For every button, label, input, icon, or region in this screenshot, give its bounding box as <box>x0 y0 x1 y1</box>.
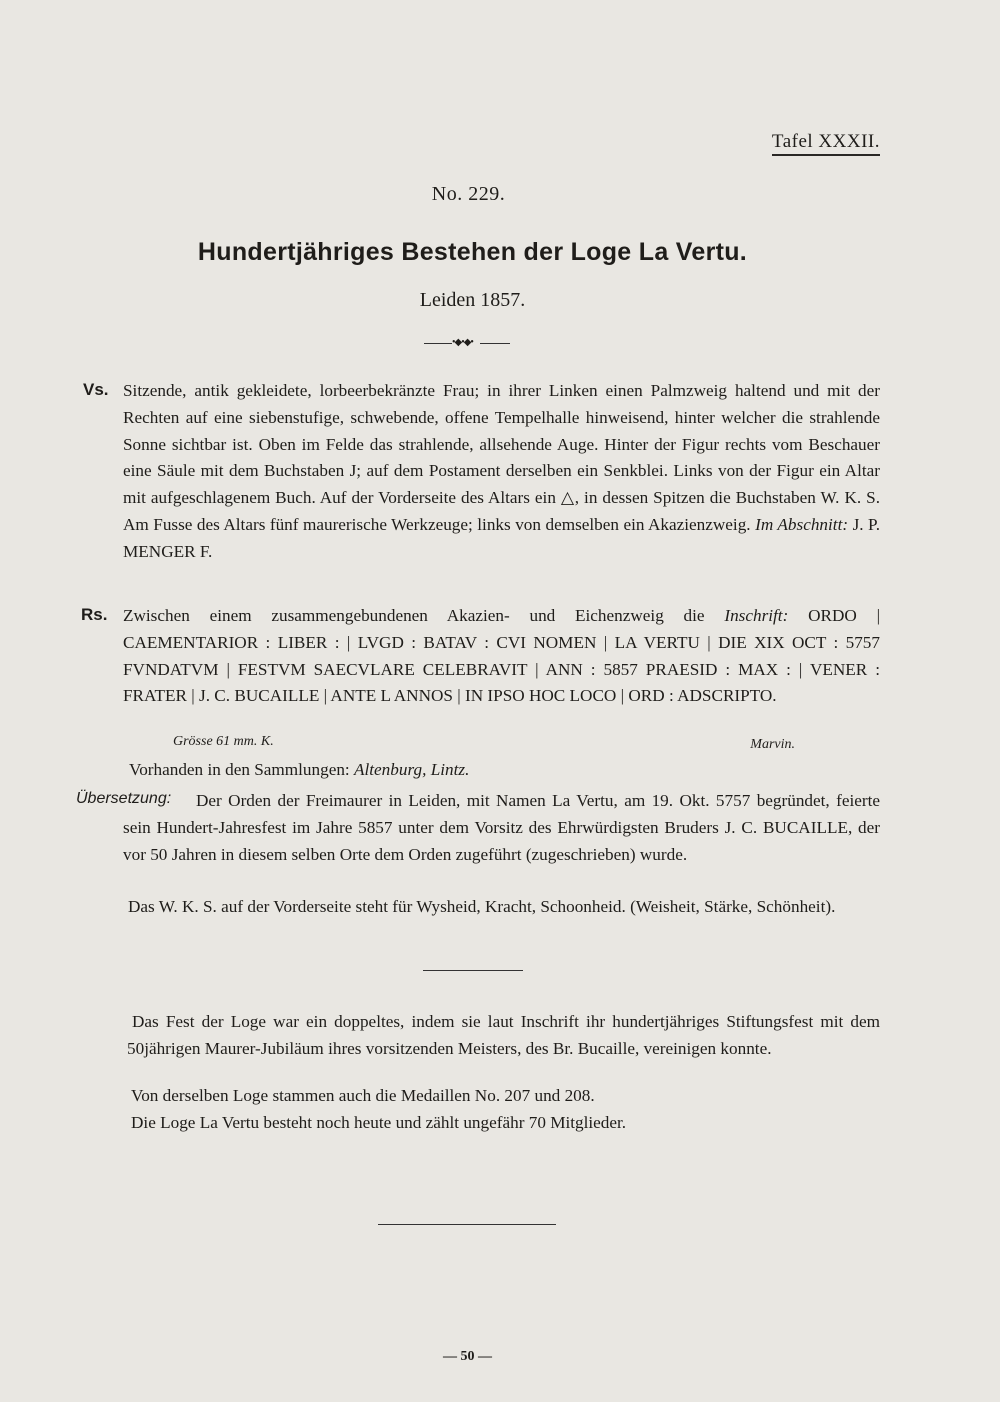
exergue-label: Im Abschnitt: <box>755 514 849 534</box>
medal-size: Grösse 61 mm. K. <box>173 734 274 749</box>
title-ornament: •◆•◆• <box>424 343 510 345</box>
inscription-label: Inschrift: <box>724 606 789 625</box>
inscription-text: ORDO | CAEMENTARIOR : LIBER : | LVGD : BATAV : CVI NOMEN | LA VERTU | DIE XIX OCT : 5757 FVNDATVM | FESTVM SAECVLARE CELEBRAVIT | ANN : 5857 PRAESID : MAX : | VENER : FRATER | J. C. BUCAILLE | ANTE L ANNOS | IN IPSO HOC LOCO | ORD : ADSCRIPTO. <box>123 606 881 706</box>
place-year: Leiden 1857. <box>419 289 526 311</box>
translation-text: Der Orden der Freimaurer in Leiden, mit Namen La Vertu, am 19. Okt. 5757 begründet, feierte sein Hundert-Jahresfest im Jahre 5857 unter dem Vorsitz des Ehrwürdigsten Bruders J. C. BUCAILLE, der vor 50 Jahren in diesem selben Orte dem Orden zugeführt (zugeschrieben) wurde. <box>123 791 880 864</box>
note-paragraph: Das Fest der Loge war ein doppeltes, indem sie laut Inschrift ihr hundertjähriges Stiftungsfest mit dem 50jährigen Maurer-Jubiläum ihres vorsitzenden Meisters, des Br. Bucaille, vereinigen konnte. <box>127 1012 880 1058</box>
reverse-description <box>123 603 880 710</box>
page-number: — 50 — <box>443 1349 492 1364</box>
obverse-text: Sitzende, antik gekleidete, lorbeerbekränzte Frau; in ihrer Linken einen Palmzweig haltend und mit der Rechten auf eine siebenstufige, schwebende, offene Tempelhalle hinweisend, hinter welcher die strahlende Sonne sichtbar ist. Oben im Felde das strahlende, allsehende Auge. Hinter der Figur rechts vom Beschauer eine Säule mit dem Buchstaben J; auf dem Postament derselben ein Senkblei. Links von der Figur ein Altar mit aufgeschlagenem Buch. Auf der Vorderseite des Altars ein △, in dessen Spitzen die Buchstaben W. K. S. Am Fusse des Altars fünf maurerische Werkzeuge; links von demselben ein Akazienzweig. <box>123 381 880 534</box>
obverse-description <box>123 378 880 566</box>
reverse-label: Rs. <box>81 605 108 624</box>
holdings-label: Vorhanden in den Sammlungen: <box>129 760 350 779</box>
holdings <box>129 757 469 784</box>
reverse-intro: Zwischen einem zusammengebundenen Akazien- und Eichenzweig die <box>123 606 705 625</box>
wks-note: Das W. K. S. auf der Vorderseite steht für Wysheid, Kracht, Schoonheid. (Weisheit, Stärke, Schönheit). <box>128 897 836 916</box>
plate-number: Tafel XXXII. <box>772 131 880 156</box>
section-divider <box>423 970 523 971</box>
note-paragraph: Von derselben Loge stammen auch die Medaillen No. 207 und 208. <box>131 1086 595 1105</box>
engraver-name: Marvin. <box>750 737 795 752</box>
exergue-text: J. P. MENGER F. <box>123 514 881 561</box>
translation-label: Übersetzung: <box>76 790 172 807</box>
note-paragraph: Die Loge La Vertu besteht noch heute und zählt ungefähr 70 Mitglieder. <box>131 1113 627 1132</box>
page-title: Hundertjähriges Bestehen der Loge La Vertu. <box>197 238 748 266</box>
holdings-value: Altenburg, Lintz. <box>354 760 470 779</box>
end-rule <box>378 1224 556 1225</box>
obverse-label: Vs. <box>83 380 109 399</box>
medal-number: No. 229. <box>431 183 506 205</box>
